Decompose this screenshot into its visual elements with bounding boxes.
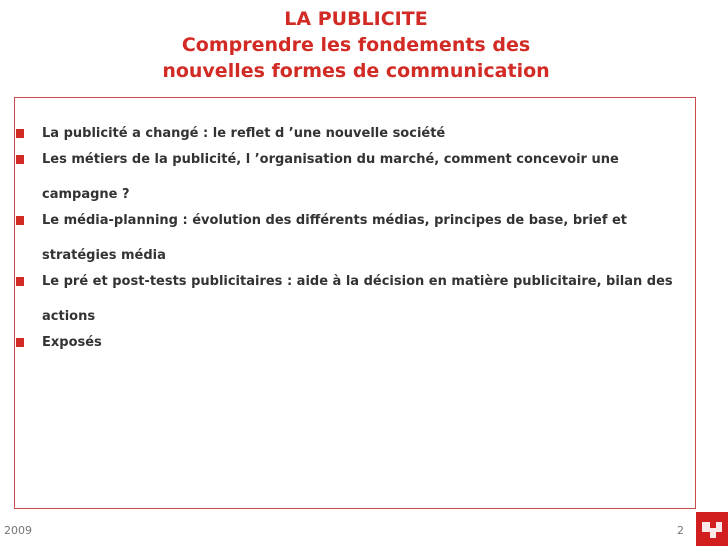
footer-year: 2009 [4, 524, 32, 537]
title-line-3: nouvelles formes de communication [162, 60, 550, 82]
square-bullet-icon [16, 129, 24, 138]
brand-logo-icon [696, 512, 728, 546]
square-bullet-icon [16, 338, 24, 347]
square-bullet-icon [16, 155, 24, 164]
square-bullet-icon [16, 277, 24, 286]
page-number: 2 [677, 524, 684, 537]
bullet-text: La publicité a changé : le reflet d ’une nouvelle société [42, 126, 446, 141]
bullet-item [14, 203, 694, 273]
bullet-item [14, 325, 694, 360]
bullet-item [14, 264, 694, 334]
slide-title [0, 6, 712, 84]
title-line-2: Comprendre les fondements des [181, 34, 531, 56]
bullet-item [14, 142, 694, 212]
bullet-list [14, 116, 694, 360]
title-line-1: LA PUBLICITE [284, 8, 428, 30]
bullet-text: Les métiers de la publicité, l ’organisation du marché, comment concevoir une campagne ? [42, 152, 619, 202]
square-bullet-icon [16, 216, 24, 225]
bullet-text: Exposés [42, 335, 102, 350]
bullet-text: Le média-planning : évolution des différents médias, principes de base, brief et stratégies média [42, 213, 628, 263]
bullet-text: Le pré et post-tests publicitaires : aide à la décision en matière publicitaire, bilan des actions [42, 274, 673, 324]
